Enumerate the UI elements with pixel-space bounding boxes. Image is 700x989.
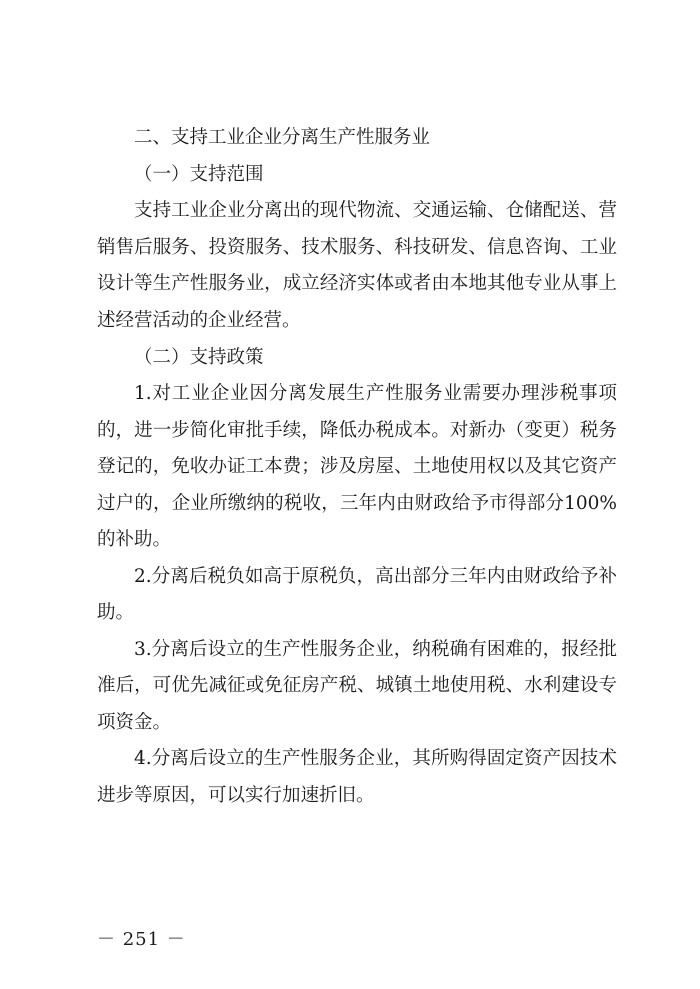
policy-item-2: 2.分离后税负如高于原税负，高出部分三年内由财政给予补助。 [97, 565, 617, 623]
page-number: － 251 － [97, 929, 186, 950]
scope-heading: （一）支持范围 [134, 164, 264, 185]
policy-item-3: 3.分离后设立的生产性服务企业，纳税确有困难的，报经批准后，可优先减征或免征房产税、城镇土地使用税、水利建设专项资金。 [97, 638, 617, 733]
policy-heading: （二）支持政策 [134, 347, 264, 368]
scope-paragraph: 支持工业企业分离出的现代物流、交通运输、仓储配送、营销售后服务、投资服务、技术服务、科技研发、信息咨询、工业设计等生产性服务业，成立经济实体或者由本地其他专业从事上述经营活动的企业经营。 [97, 200, 617, 331]
section-title: 二、支持工业企业分离生产性服务业 [134, 127, 431, 148]
document-body [97, 119, 617, 814]
policy-item-4: 4.分离后设立的生产性服务企业，其所购得固定资产因技术进步等原因，可以实行加速折旧。 [97, 748, 617, 806]
policy-item-1: 1.对工业企业因分离发展生产性服务业需要办理涉税事项的，进一步简化审批手续，降低办税成本。对新办（变更）税务登记的，免收办证工本费；涉及房屋、土地使用权以及其它资产过户的，企业所缴纳的税收，三年内由财政给予市得部分100%的补助。 [97, 383, 617, 550]
